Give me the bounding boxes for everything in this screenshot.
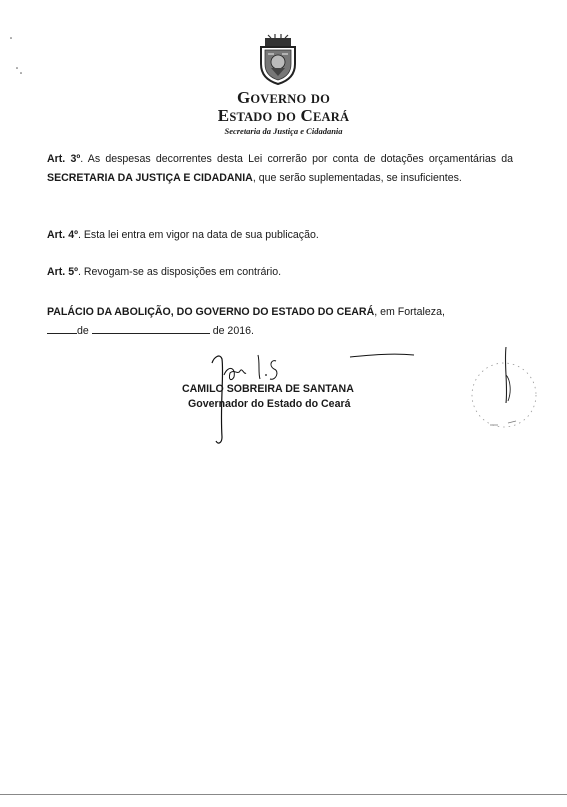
signatory-name: CAMILO SOBREIRA DE SANTANA (182, 383, 354, 395)
article-5: Art. 5º. Revogam-se as disposições em contrário. (47, 266, 282, 278)
month-blank (92, 322, 210, 334)
government-title-line1: GOVERNO DO (236, 88, 331, 107)
article-3: Art. 3º. As despesas decorrentes desta Lei correrão por conta de dotações orçamentárias da SECRETARIA DA JUSTIÇA E CIDADANIA, que serão suplementadas, se insuficientes. (47, 153, 513, 184)
article-4: Art. 4º. Esta lei entra em vigor na data de sua publicação. (47, 229, 319, 241)
official-stamp (462, 345, 542, 440)
signatory-title: Governador do Estado do Ceará (188, 398, 351, 410)
day-blank (47, 322, 77, 334)
page-bottom-edge (0, 794, 567, 795)
closing-paragraph: PALÁCIO DA ABOLIÇÃO, DO GOVERNO DO ESTADO DO CEARÁ, em Fortaleza, de de 2016. (47, 306, 445, 337)
government-title-line2: ESTADO DO CEARÁ (217, 106, 350, 125)
scan-marks (6, 35, 26, 80)
coat-of-arms-icon (255, 34, 301, 86)
secretariat-subtitle: Secretaria da Justiça e Cidadania (224, 126, 343, 136)
